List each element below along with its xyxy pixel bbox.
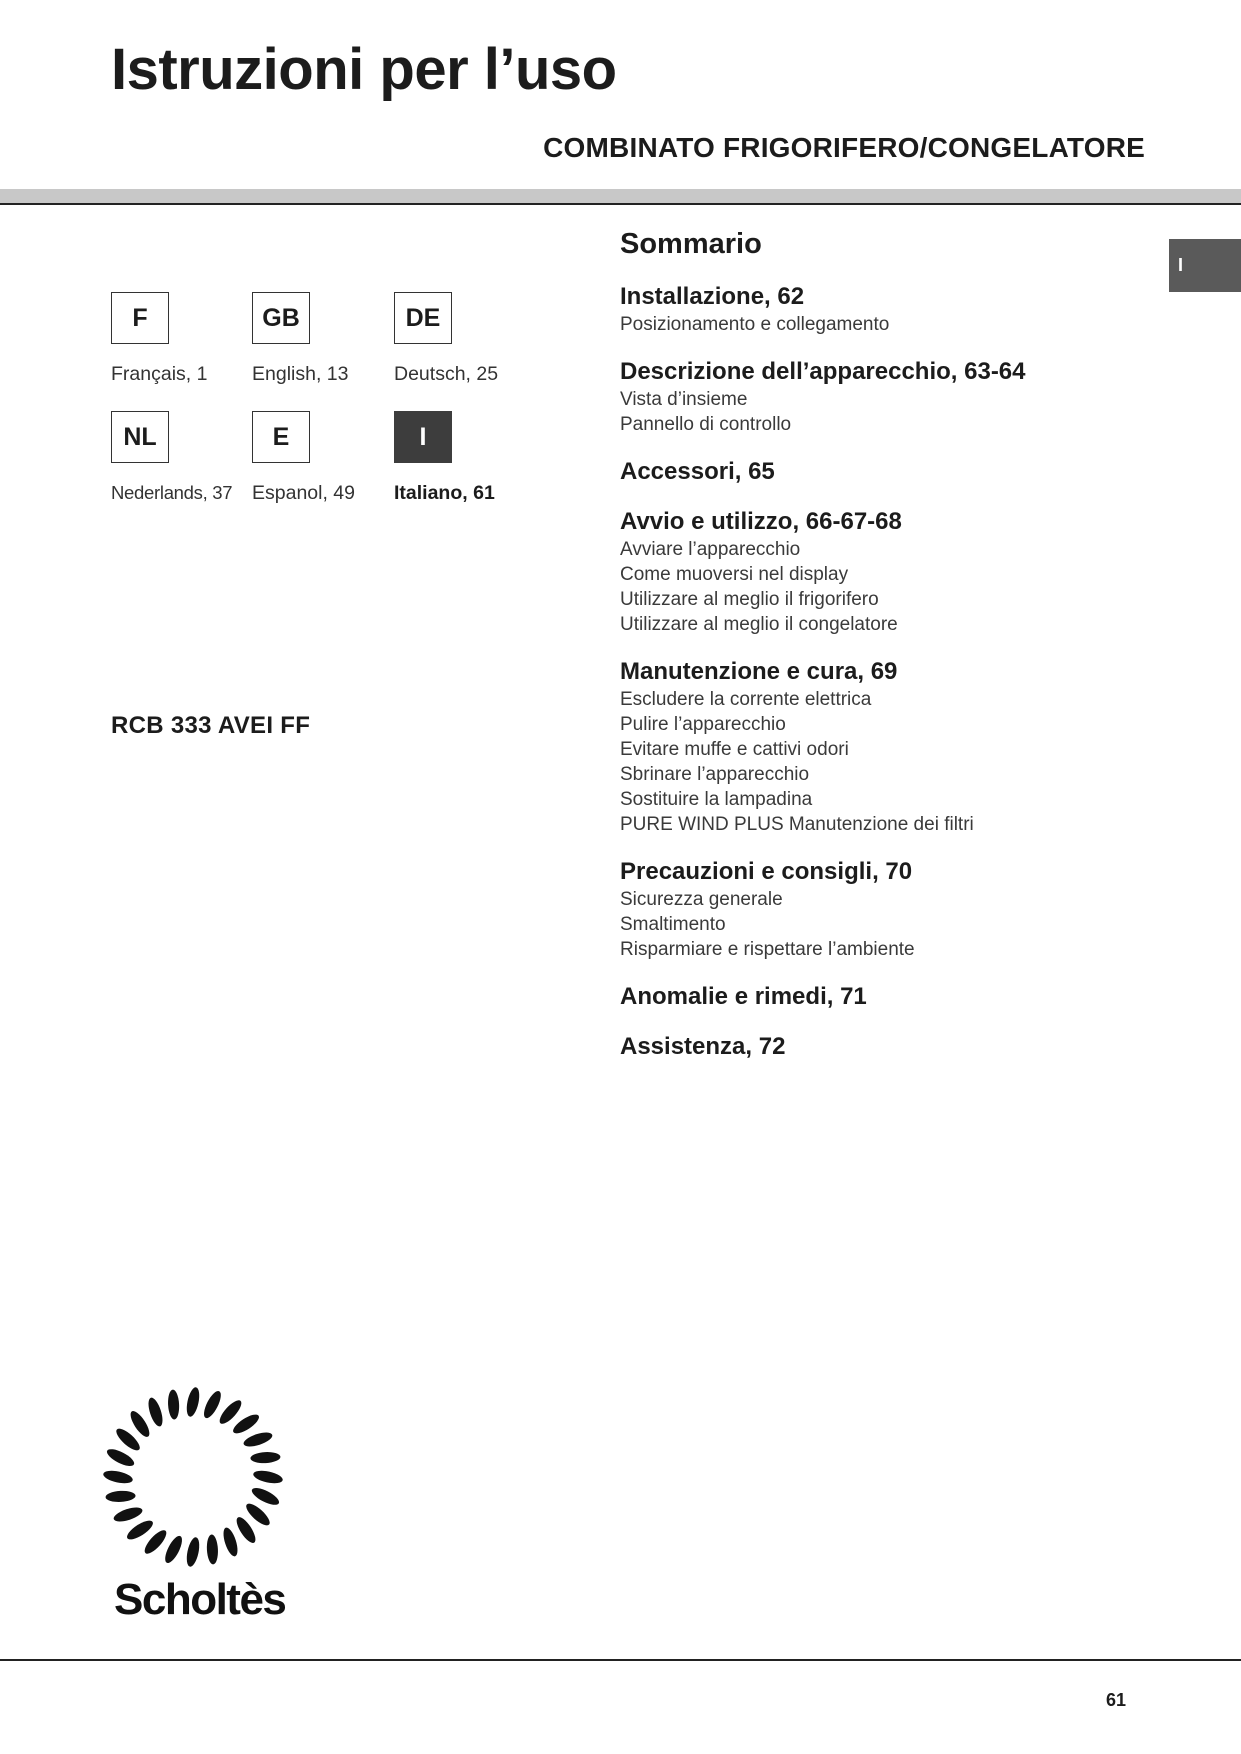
toc-heading[interactable]: Anomalie e rimedi, 71 bbox=[620, 983, 867, 1010]
language-label-nl: Nederlands, 37 bbox=[111, 482, 233, 503]
toc-item[interactable]: Come muoversi nel display bbox=[620, 564, 849, 585]
toc-item[interactable]: Posizionamento e collegamento bbox=[620, 314, 890, 335]
toc-section bbox=[620, 982, 1180, 1012]
logo-ray bbox=[112, 1505, 144, 1525]
toc-item[interactable]: Evitare muffe e cattivi odori bbox=[620, 739, 849, 760]
language-label-gb: English, 13 bbox=[252, 363, 349, 385]
logo-ray bbox=[167, 1389, 180, 1420]
language-side-tab: I bbox=[1169, 239, 1241, 292]
toc-item[interactable]: Sicurezza generale bbox=[620, 889, 783, 910]
toc-heading[interactable]: Assistenza, 72 bbox=[620, 1033, 786, 1060]
language-box-e[interactable]: E bbox=[252, 411, 310, 463]
toc-heading[interactable]: Precauzioni e consigli, 70 bbox=[620, 858, 913, 885]
toc-heading[interactable]: Installazione, 62 bbox=[620, 283, 805, 310]
toc-item[interactable]: Risparmiare e rispettare l’ambiente bbox=[620, 939, 915, 960]
logo-ray bbox=[185, 1536, 202, 1568]
toc-item[interactable]: Sostituire la lampadina bbox=[620, 789, 813, 810]
logo-ray bbox=[162, 1534, 185, 1566]
model-number: RCB 333 AVEI FF bbox=[111, 712, 311, 739]
toc-section bbox=[620, 657, 1180, 837]
language-box-i[interactable]: I bbox=[394, 411, 452, 463]
toc-item[interactable]: Sbrinare l’apparecchio bbox=[620, 764, 810, 785]
scholtes-sun-logo-icon bbox=[100, 1384, 286, 1570]
header-band bbox=[0, 189, 1241, 203]
product-type-subtitle: COMBINATO FRIGORIFERO/CONGELATORE bbox=[543, 132, 1145, 163]
logo-ray bbox=[105, 1490, 136, 1503]
page-title: Istruzioni per l’uso bbox=[111, 37, 617, 102]
toc-section bbox=[620, 1032, 1180, 1062]
logo-ray bbox=[252, 1469, 284, 1486]
logo-ray bbox=[102, 1469, 134, 1486]
table-of-contents bbox=[620, 282, 1180, 1082]
language-label-e: Espanol, 49 bbox=[252, 482, 355, 504]
toc-item[interactable]: Pulire l’apparecchio bbox=[620, 714, 786, 735]
logo-ray bbox=[201, 1389, 224, 1421]
summary-title: Sommario bbox=[620, 228, 762, 260]
toc-section bbox=[620, 457, 1180, 487]
logo-ray bbox=[250, 1451, 281, 1464]
language-box-nl[interactable]: NL bbox=[111, 411, 169, 463]
language-label-f: Français, 1 bbox=[111, 363, 208, 385]
language-box-f[interactable]: F bbox=[111, 292, 169, 344]
toc-heading[interactable]: Avvio e utilizzo, 66-67-68 bbox=[620, 508, 902, 535]
toc-item[interactable]: Escludere la corrente elettrica bbox=[620, 689, 872, 710]
toc-item[interactable]: Utilizzare al meglio il congelatore bbox=[620, 614, 898, 635]
toc-item[interactable]: Smaltimento bbox=[620, 914, 726, 935]
logo-ray bbox=[250, 1485, 282, 1508]
language-label-de: Deutsch, 25 bbox=[394, 363, 499, 385]
toc-item[interactable]: Vista d’insieme bbox=[620, 389, 748, 410]
page-number: 61 bbox=[1106, 1690, 1127, 1710]
toc-heading[interactable]: Accessori, 65 bbox=[620, 458, 775, 485]
toc-heading[interactable]: Descrizione dell’apparecchio, 63-64 bbox=[620, 358, 1026, 385]
language-box-gb[interactable]: GB bbox=[252, 292, 310, 344]
logo-ray bbox=[206, 1534, 219, 1565]
toc-item[interactable]: PURE WIND PLUS Manutenzione dei filtri bbox=[620, 814, 974, 835]
language-box-de[interactable]: DE bbox=[394, 292, 452, 344]
language-label-i: Italiano, 61 bbox=[394, 482, 495, 504]
logo-ray bbox=[242, 1430, 274, 1450]
toc-item[interactable]: Avviare l’apparecchio bbox=[620, 539, 801, 560]
toc-item[interactable]: Pannello di controllo bbox=[620, 414, 792, 435]
logo-ray bbox=[185, 1386, 202, 1418]
toc-item[interactable]: Utilizzare al meglio il frigorifero bbox=[620, 589, 879, 610]
toc-section bbox=[620, 857, 1180, 962]
footer-divider bbox=[0, 1659, 1241, 1661]
toc-section bbox=[620, 282, 1180, 337]
header-divider bbox=[0, 203, 1241, 205]
logo-ray bbox=[221, 1526, 241, 1558]
toc-heading[interactable]: Manutenzione e cura, 69 bbox=[620, 658, 898, 685]
logo-ray bbox=[105, 1446, 137, 1469]
toc-section bbox=[620, 507, 1180, 637]
toc-section bbox=[620, 357, 1180, 437]
brand-logo-text: Scholtès bbox=[114, 1575, 286, 1624]
logo-ray bbox=[146, 1396, 166, 1428]
